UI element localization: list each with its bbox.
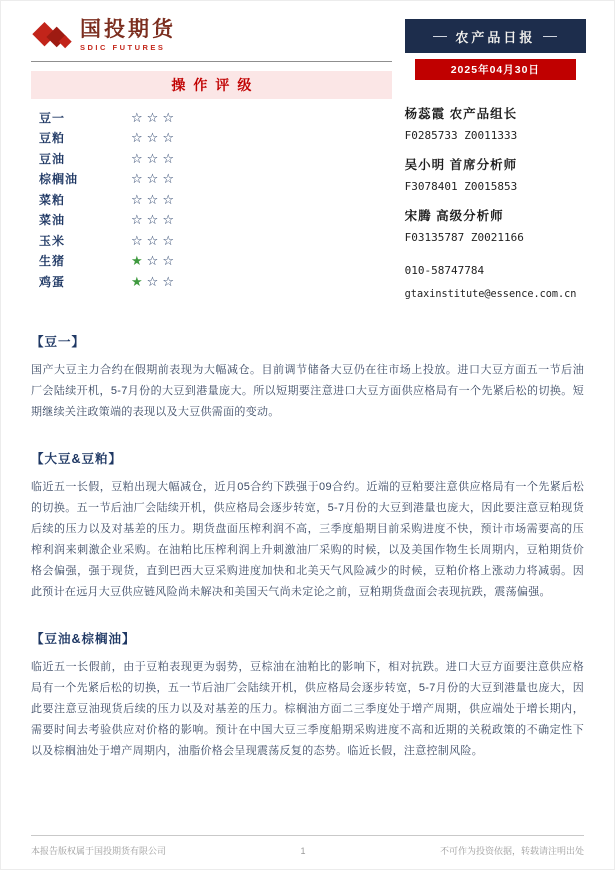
- footer-copyright: 本报告版权属于国投期货有限公司: [31, 846, 167, 856]
- star-empty-icon: ☆: [146, 273, 163, 289]
- rating-panel-title: 操作评级: [31, 71, 392, 99]
- report-header: [1, 1, 614, 300]
- analyst-ids: F0285733 Z0011333: [404, 129, 518, 142]
- star-empty-icon: ☆: [146, 191, 163, 207]
- rating-stars: [131, 234, 178, 247]
- analyst-entry: [405, 206, 586, 244]
- star-empty-icon: ☆: [162, 171, 178, 187]
- contact-phone: 010-58747784: [404, 264, 485, 277]
- star-empty-icon: ☆: [162, 253, 178, 269]
- section-heading: 【豆一】: [31, 335, 86, 349]
- star-empty-icon: ☆: [146, 109, 163, 125]
- analyst-name-title: 宋腾 高级分析师: [404, 209, 504, 223]
- analyst-entry: [405, 155, 586, 193]
- rating-row: [39, 210, 392, 231]
- rating-row: [39, 107, 392, 128]
- report-body: [1, 332, 614, 762]
- star-empty-icon: ☆: [131, 212, 147, 228]
- analyst-name-title: 吴小明 首席分析师: [404, 158, 518, 172]
- brand: [31, 19, 392, 62]
- star-empty-icon: ☆: [146, 150, 163, 166]
- sdic-logo-icon: [31, 21, 73, 51]
- rating-stars: [131, 275, 178, 288]
- star-empty-icon: ☆: [162, 232, 178, 248]
- analyst-ids: F3078401 Z0015853: [404, 180, 518, 193]
- rating-stars: [131, 193, 178, 206]
- rating-stars: [131, 131, 178, 144]
- rating-row: [39, 148, 392, 169]
- rating-stars: [131, 152, 178, 165]
- rating-item-name: 菜粕: [39, 192, 66, 207]
- star-empty-icon: ☆: [146, 171, 163, 187]
- contact-block: [405, 264, 586, 300]
- rating-row: [39, 230, 392, 251]
- star-empty-icon: ☆: [162, 273, 178, 289]
- report-footer: [31, 835, 584, 857]
- footer-disclaimer: 不可作为投资依据，转载请注明出处: [439, 846, 584, 856]
- rating-stars: [131, 172, 178, 185]
- star-empty-icon: ☆: [131, 150, 147, 166]
- star-empty-icon: ☆: [162, 130, 178, 146]
- report-section: [31, 332, 584, 423]
- star-empty-icon: ☆: [162, 212, 178, 228]
- section-paragraph: 临近五一长假，豆粕出现大幅减仓，近月05合约下跌强于09合约。近端的豆粕要注意供应格局有一个先紧后松的切换。五一节后油厂会陆续开机，供应格局会逐步转宽，5-7月份的大豆到港量也庞大，因此要注意豆粕现货后续的压力以及对基差的压力。期货盘面压榨利润不高，三季度船期目前采购进度不快，预计市场需要高的压榨利润来刺激企业采购。在油粕比压榨利润上升刺激油厂采购的时候，以及美国作物生长周期内，豆粕期货价格会偏强，强于现货，直到巴西大豆采购进度加快和北美天气风险减少的时候，豆粕价格上涨动力将减弱。因此预计在远月大豆供应链风险尚未解决和美国天气尚未定论之前，豆粕期货盘面会表现抗跌，震荡偏强。: [31, 481, 584, 598]
- brand-text: [80, 19, 176, 52]
- rating-panel: [31, 71, 392, 292]
- report-section: [31, 629, 584, 762]
- contact-email[interactable]: gtaxinstitute@essence.com.cn: [404, 289, 577, 300]
- brand-name-cn: 国投期货: [80, 18, 176, 41]
- star-filled-icon: ★: [131, 273, 147, 289]
- section-paragraph: 临近五一长假前，由于豆粕表现更为弱势，豆棕油在油粕比的影响下，相对抗跌。进口大豆方面要注意供应格局有一个先紧后松的切换，五一节后油厂会陆续开机，供应格局会逐步转宽，5-7月份的大豆到港量也庞大，因此要注意豆油现货后续的压力以及对基差的压力。棕榈油方面二三季度处于增产周期，供应端处于增长期内，需要时间去考验供应对价格的影响。预计在中国大豆三季度船期采购进度不高和近期的关税政策的不确定性下以及棕榈油处于增产周期内，油脂价格会呈现震荡反复的态势。临近长假，注意控制风险。: [31, 661, 584, 757]
- star-empty-icon: ☆: [146, 232, 163, 248]
- rating-row: [39, 189, 392, 210]
- banner-left-rule: [433, 36, 447, 37]
- report-section: [31, 449, 584, 603]
- rating-row: [39, 271, 392, 292]
- rating-stars: [131, 213, 178, 226]
- rating-row: [39, 251, 392, 272]
- rating-row: [39, 169, 392, 190]
- star-empty-icon: ☆: [162, 109, 178, 125]
- rating-item-name: 菜油: [39, 213, 66, 228]
- star-empty-icon: ☆: [146, 130, 163, 146]
- star-empty-icon: ☆: [162, 191, 178, 207]
- star-empty-icon: ☆: [162, 150, 178, 166]
- analyst-list: [405, 104, 586, 244]
- rating-item-name: 棕榈油: [39, 172, 79, 187]
- rating-item-name: 豆油: [39, 151, 66, 166]
- report-title: 农产品日报: [455, 29, 536, 45]
- rating-item-name: 鸡蛋: [39, 274, 66, 289]
- section-paragraph: 国产大豆主力合约在假期前表现为大幅减仓。目前调节储备大豆仍在往市场上投放。进口大豆方面五一节后油厂会陆续开机，5-7月份的大豆到港量庞大。所以短期要注意进口大豆方面供应格局有一个先紧后松的切换。短期继续关注政策端的表现以及大豆供需面的变动。: [31, 364, 584, 418]
- section-heading: 【大豆&豆粕】: [31, 452, 123, 466]
- star-empty-icon: ☆: [131, 130, 147, 146]
- star-empty-icon: ☆: [146, 212, 163, 228]
- star-empty-icon: ☆: [131, 109, 147, 125]
- rating-row: [39, 128, 392, 149]
- banner-right-rule: [543, 36, 557, 37]
- rating-stars: [131, 111, 178, 124]
- analyst-ids: F03135787 Z0021166: [404, 231, 524, 244]
- analyst-name-title: 杨蕊霞 农产品组长: [404, 107, 518, 121]
- star-filled-icon: ★: [131, 253, 147, 269]
- section-heading: 【豆油&棕榈油】: [31, 632, 136, 646]
- analyst-entry: [405, 104, 586, 142]
- report-title-banner: [405, 19, 586, 53]
- star-empty-icon: ☆: [131, 171, 147, 187]
- brand-name-en: SDIC FUTURES: [80, 43, 166, 52]
- rating-item-name: 玉米: [39, 233, 66, 248]
- rating-item-name: 生猪: [39, 254, 66, 269]
- rating-item-name: 豆粕: [39, 131, 66, 146]
- rating-list: [31, 99, 392, 292]
- rating-item-name: 豆一: [39, 110, 66, 125]
- page-number: 1: [300, 845, 306, 856]
- star-empty-icon: ☆: [146, 253, 163, 269]
- star-empty-icon: ☆: [131, 232, 147, 248]
- report-date: 2025年04月30日: [415, 59, 576, 80]
- rating-stars: [131, 254, 178, 267]
- star-empty-icon: ☆: [131, 191, 147, 207]
